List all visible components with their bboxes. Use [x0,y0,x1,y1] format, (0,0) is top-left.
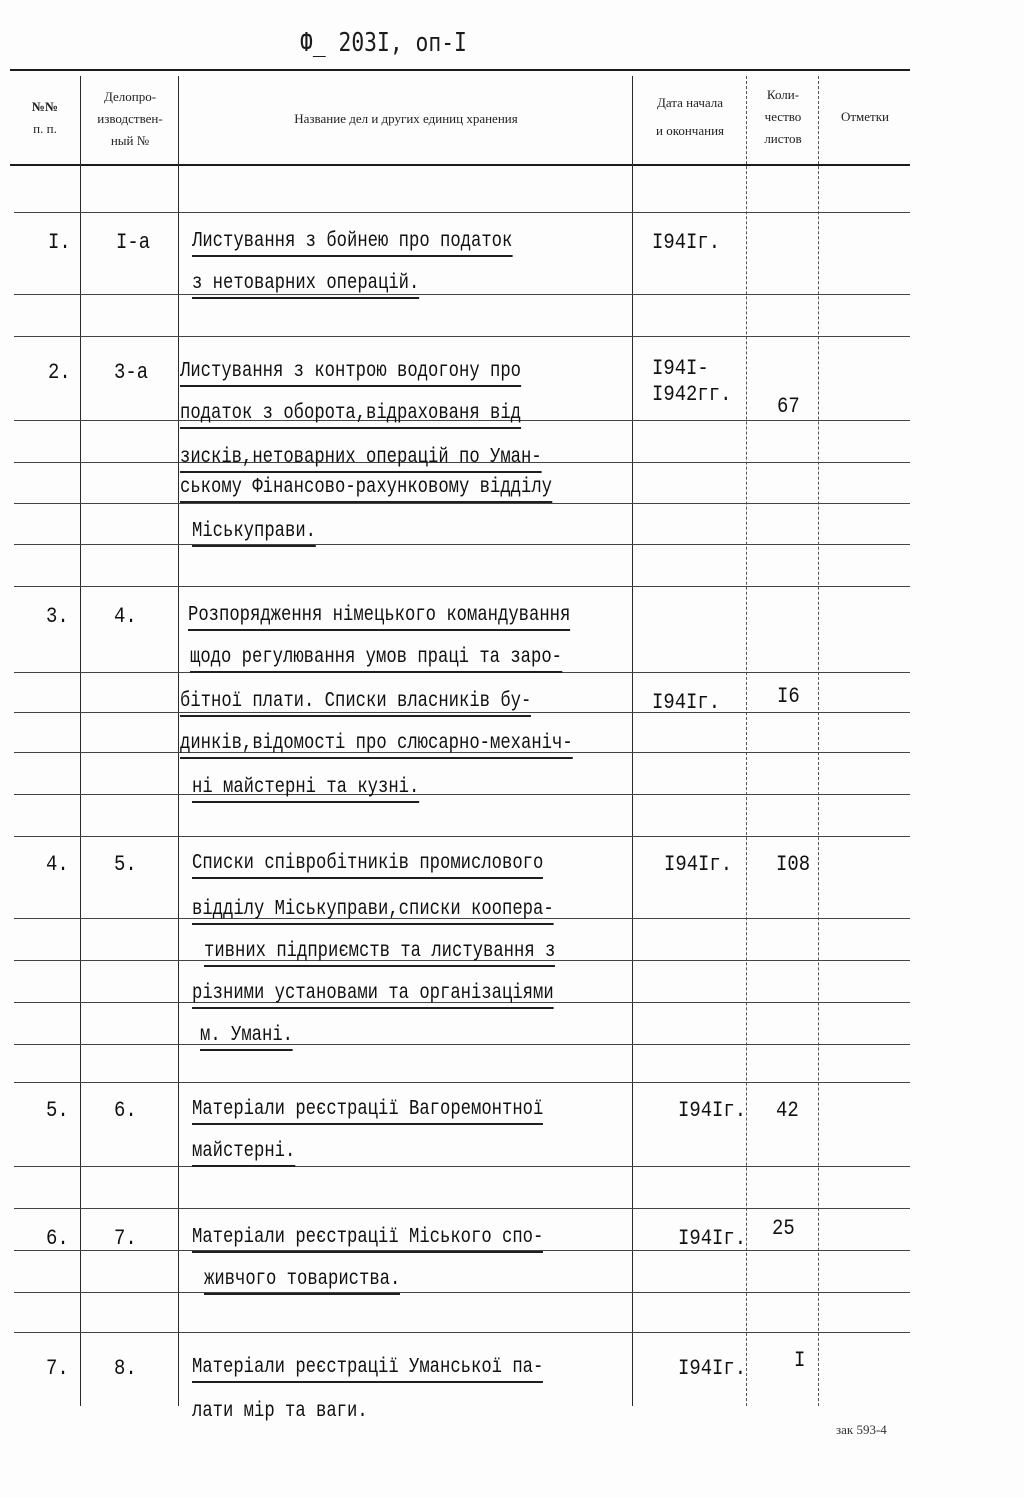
column-divider-2 [178,76,179,1406]
row-title-line: Розпорядження німецького командування [188,604,570,631]
ruled-line [14,294,910,295]
ruled-line [14,212,910,213]
row-title-line: податок з оборота,відрахованя від [180,402,521,429]
row-num: 2. [48,360,71,385]
row-sheets: I6 [777,684,800,709]
header-title: Название дел и других единиц хранения [294,111,518,126]
ruled-line [14,336,910,337]
row-num: 4. [46,852,69,877]
row-office-num: 5. [114,852,137,877]
row-title-line: живчого товариства. [204,1268,400,1295]
row-dates: I94Iг. [678,1226,747,1251]
row-title-line: з нетоварних операцій. [192,272,419,299]
column-divider-3 [632,76,633,1406]
row-title-line: майстерні. [192,1140,295,1167]
row-title-line: тивних підприємств та листування з [204,940,555,967]
header-office-number: Делопро- изводствен- ный № [97,89,163,148]
row-num: I. [48,230,71,255]
row-dates: I942гг. [652,382,732,407]
ruled-line [14,1332,910,1333]
row-num: 5. [46,1098,69,1123]
row-title-line: Матеріали реєстрації Вагоремонтної [192,1098,543,1125]
header-num: №№ п. п. [31,99,59,136]
row-title-line: Матеріали реєстрації Міського спо- [192,1226,543,1253]
row-dates: I94I- [652,356,709,381]
row-office-num: I-а [116,230,151,255]
row-num: 6. [46,1226,69,1251]
row-sheets: 25 [772,1216,795,1241]
row-title-line: Списки співробітників промислового [192,852,543,879]
row-sheets: 42 [776,1098,799,1123]
ruled-line [14,1044,910,1045]
row-dates: I94Iг. [652,230,721,255]
row-title-line: Листування з контрою водогону про [180,360,521,387]
ruled-line [14,836,910,837]
header-dates: Дата начала и окончания [655,95,725,138]
row-sheets: I [794,1348,806,1373]
ruled-line [14,544,910,545]
header-top-border [10,69,910,71]
row-title-line: ському Фінансово-рахунковому відділу [180,476,552,503]
row-dates: I94Iг. [652,690,721,715]
row-num: 7. [46,1356,69,1381]
header-sheets: Коли- чество листов [764,87,802,146]
fond-heading: Ф_ 203I, оп-I [300,28,467,58]
row-dates: I94Iг. [664,852,733,877]
row-office-num: 6. [114,1098,137,1123]
row-title-line: лати мір та ваги. [192,1400,368,1423]
row-sheets: 67 [777,394,800,419]
row-office-num: 8. [114,1356,137,1381]
row-title-line: динків,відомості про слюсарно-механіч- [180,732,573,759]
row-title-line: зисків,нетоварних операцій по Уман- [180,446,542,473]
row-office-num: 7. [114,1226,137,1251]
ruled-line [14,1082,910,1083]
ruled-line [14,503,910,504]
ruled-line [14,1292,910,1293]
header-notes: Отметки [840,109,890,124]
row-title-line: Матеріали реєстрації Уманської па- [192,1356,543,1383]
header-bottom-border [10,164,910,166]
column-divider-4 [746,76,747,1406]
ruled-line [14,1208,910,1209]
column-divider-5 [818,76,819,1406]
row-dates: I94Iг. [678,1098,747,1123]
row-title-line: Міськуправи. [192,520,316,547]
row-office-num: 3-а [114,360,149,385]
row-num: 3. [46,604,69,629]
ruled-line [14,1166,910,1167]
row-title-line: різними установами та організаціями [192,982,554,1009]
row-title-line: м. Умані. [200,1024,293,1051]
row-title-line: ні майстерні та кузні. [192,776,419,803]
row-office-num: 4. [114,604,137,629]
row-title-line: бітної плати. Списки власників бу- [180,690,531,717]
row-dates: I94Iг. [678,1356,747,1381]
row-title-line: відділу Міськуправи,списки коопера- [192,898,554,925]
ruled-line [14,586,910,587]
row-title-line: Листування з бойнею про податок [192,230,512,257]
ruled-line [14,794,910,795]
row-sheets: I08 [776,852,811,877]
row-title-line: щодо регулювання умов праці та заро- [190,646,562,673]
column-divider-1 [80,76,81,1406]
print-order-note: зак 593-4 [836,1422,887,1437]
